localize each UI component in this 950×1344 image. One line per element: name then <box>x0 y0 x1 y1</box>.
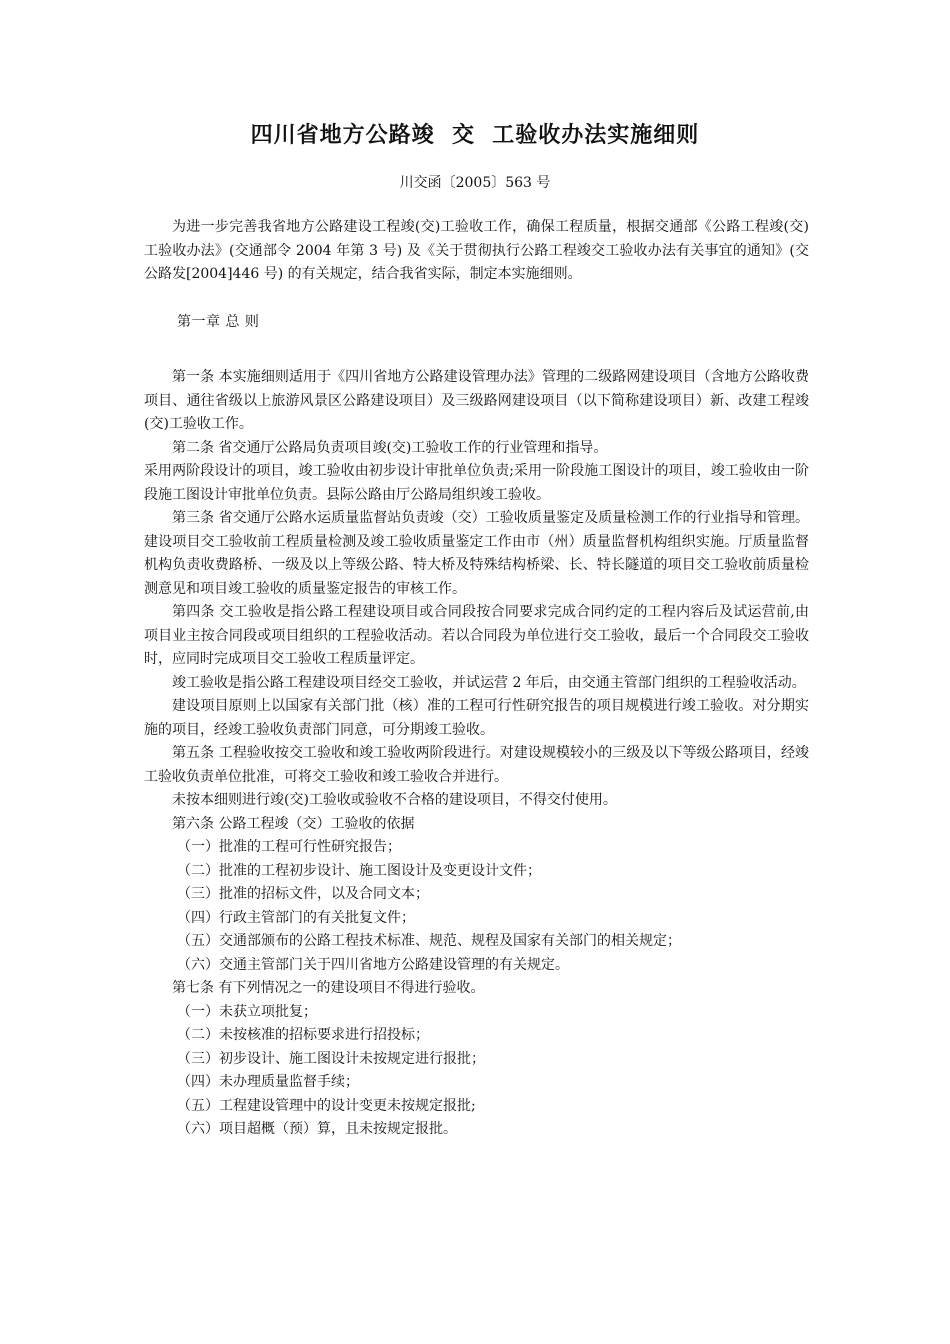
article-5: 第五条 工程验收按交工验收和竣工验收两阶段进行。对建设规模较小的三级及以下等级公路项目，经竣工验收负责单位批准，可将交工验收和竣工验收合并进行。 <box>144 745 809 785</box>
article-6-item: （四）行政主管部门的有关批复文件； <box>177 909 415 926</box>
article-3: 第三条 省交通厅公路水运质量监督站负责竣（交）工验收质量鉴定及质量检测工作的行业指导和管理。建设项目交工验收前工程质量检测及竣工验收质量鉴定工作由市（州）质量监督机构组织实施。厅质量监督机构负责收费路桥、一级及以上等级公路、特大桥及特殊结构桥梁、长、特长隧道的项目交工验收前质量检测意见和项目竣工验收的质量鉴定报告的审核工作。 <box>144 510 809 597</box>
article-7-item: （三）初步设计、施工图设计未按规定进行报批； <box>177 1050 485 1067</box>
article-6-item: （五）交通部颁布的公路工程技术标准、规范、规程及国家有关部门的相关规定； <box>177 933 681 949</box>
article-7-item: （一）未获立项批复； <box>177 1003 317 1020</box>
document-number: 川交函〔2005〕563 号 <box>399 175 551 191</box>
article-7-item: （五）工程建设管理中的设计变更未按规定报批; <box>177 1097 476 1114</box>
article-6-item: （二）批准的工程初步设计、施工图设计及变更设计文件； <box>177 862 541 879</box>
article-4-paragraph-3: 建设项目原则上以国家有关部门批（核）准的工程可行性研究报告的项目规模进行竣工验收。对分期实施的项目，经竣工验收负责部门同意，可分期竣工验收。 <box>144 698 809 738</box>
article-7-item: （四）未办理质量监督手续； <box>177 1074 359 1090</box>
article-7-item: （二）未按核准的招标要求进行招投标； <box>177 1027 429 1043</box>
document-title: 四川省地方公路竣 交 工验收办法实施细则 <box>250 123 700 148</box>
article-2: 第二条 省交通厅公路局负责项目竣(交)工验收工作的行业管理和指导。 <box>172 439 608 456</box>
article-1: 第一条 本实施细则适用于《四川省地方公路建设管理办法》管理的二级路网建设项目（含地方公路收费项目、通往省级以上旅游风景区公路建设项目）及三级路网建设项目（以下简称建设项目）新、改建工程竣(交)工验收工作。 <box>144 369 809 432</box>
preamble-paragraph: 为进一步完善我省地方公路建设工程竣(交)工验收工作，确保工程质量，根据交通部《公路工程竣(交)工验收办法》(交通部令 2004 年第 3 号) 及《关于贯彻执行公路工程竣交工验收办法有关事宜的通知》(交公路发[2004]446 号) 的有关规定，结合我省实际，制定本实施细则。 <box>144 219 809 282</box>
article-4: 第四条 交工验收是指公路工程建设项目或合同段按合同要求完成合同约定的工程内容后及试运营前,由项目业主按合同段或项目组织的工程验收活动。若以合同段为单位进行交工验收，最后一个合同段交工验收时，应同时完成项目交工验收工程质量评定。 <box>144 604 809 667</box>
article-7: 第七条 有下列情况之一的建设项目不得进行验收。 <box>172 980 485 996</box>
document-body <box>144 216 809 1142</box>
article-6-item: （一）批准的工程可行性研究报告； <box>177 839 401 855</box>
chapter-heading: 第一章 总 则 <box>177 313 260 330</box>
article-2-continued: 采用两阶段设计的项目，竣工验收由初步设计审批单位负责;采用一阶段施工图设计的项目，竣工验收由一阶段施工图设计审批单位负责。县际公路由厅公路局组织竣工验收。 <box>144 463 809 503</box>
article-6-item: （六）交通主管部门关于四川省地方公路建设管理的有关规定。 <box>177 956 569 973</box>
article-6-item: （三）批准的招标文件，以及合同文本； <box>177 886 429 902</box>
article-5-paragraph-2: 未按本细则进行竣(交)工验收或验收不合格的建设项目，不得交付使用。 <box>172 792 617 808</box>
article-6: 第六条 公路工程竣（交）工验收的依据 <box>172 815 415 832</box>
article-4-paragraph-2: 竣工验收是指公路工程建设项目经交工验收，并试运营 2 年后，由交通主管部门组织的工程验收活动。 <box>172 674 806 691</box>
article-7-item: （六）项目超概（预）算，且未按规定报批。 <box>177 1121 457 1137</box>
